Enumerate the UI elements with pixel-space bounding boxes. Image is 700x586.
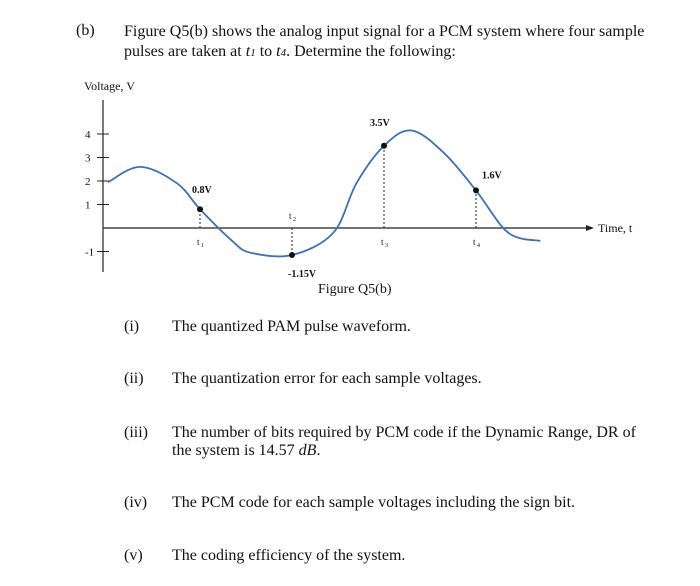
task-text-unit: dB bbox=[298, 442, 317, 459]
intro-t4-sub: 4 bbox=[280, 47, 287, 59]
sample-point-t2 bbox=[289, 252, 295, 258]
task-text-post: . bbox=[316, 442, 321, 459]
sample-time-sub-t1: 1 bbox=[201, 243, 204, 249]
part-label: (b) bbox=[76, 22, 95, 39]
y-tick-label: 2 bbox=[85, 176, 91, 188]
sample-time-label-t2: t bbox=[289, 211, 292, 221]
intro-to: to bbox=[255, 43, 277, 60]
x-axis-arrow-icon bbox=[586, 225, 594, 231]
task-number: (iii) bbox=[124, 424, 148, 441]
intro-line-2a: pulses are taken at bbox=[124, 43, 246, 60]
task-number: (iv) bbox=[124, 494, 148, 511]
y-axis-label: Voltage, V bbox=[84, 79, 135, 93]
x-axis-label: Time, t bbox=[598, 221, 633, 235]
task-text bbox=[172, 424, 642, 460]
analog-signal-line bbox=[108, 130, 540, 256]
task-text: The quantized PAM pulse waveform. bbox=[172, 318, 411, 335]
sample-value-label-t3: 3.5V bbox=[370, 117, 390, 129]
sample-value-label-t1: 0.8V bbox=[192, 185, 212, 197]
sample-time-label-t1: t bbox=[197, 237, 200, 247]
intro-line-2b: . Determine the following: bbox=[286, 43, 456, 60]
task-text: The coding efficiency of the system. bbox=[172, 547, 406, 564]
y-tick-label: 3 bbox=[85, 152, 91, 165]
figure-caption: Figure Q5(b) bbox=[318, 282, 392, 297]
task-text: The PCM code for each sample voltages including the sign bit. bbox=[172, 494, 576, 511]
task-number: (ii) bbox=[124, 370, 144, 387]
task-text-pre: The number of bits required by PCM code if the Dynamic Range, DR of the system is 14.57 bbox=[172, 424, 636, 459]
intro-t1: t bbox=[245, 43, 251, 60]
y-tick-label: 4 bbox=[85, 129, 91, 141]
sample-time-label-t3: t bbox=[381, 237, 384, 247]
sample-time-sub-t3: 3 bbox=[385, 243, 388, 249]
sample-point-t1 bbox=[197, 206, 203, 212]
task-number: (v) bbox=[124, 547, 143, 564]
y-tick-label: -1 bbox=[85, 246, 95, 259]
sample-point-t3 bbox=[381, 143, 387, 149]
intro-t4: t bbox=[276, 43, 281, 60]
sample-value-label-t2: -1.15V bbox=[288, 269, 317, 281]
intro-t1-sub: 1 bbox=[250, 47, 256, 59]
y-tick-label: 1 bbox=[85, 199, 91, 212]
sample-time-label-t4: t bbox=[473, 237, 476, 247]
task-text: The quantization error for each sample voltages. bbox=[172, 370, 482, 387]
sample-time-sub-t4: 4 bbox=[477, 243, 480, 249]
task-number: (i) bbox=[124, 318, 140, 335]
sample-time-sub-t2: 2 bbox=[293, 217, 296, 223]
sample-point-t4 bbox=[473, 187, 479, 193]
intro-line-1: Figure Q5(b) shows the analog input signal for a PCM system where four sample bbox=[124, 23, 645, 40]
sample-value-label-t4: 1.6V bbox=[482, 170, 502, 182]
